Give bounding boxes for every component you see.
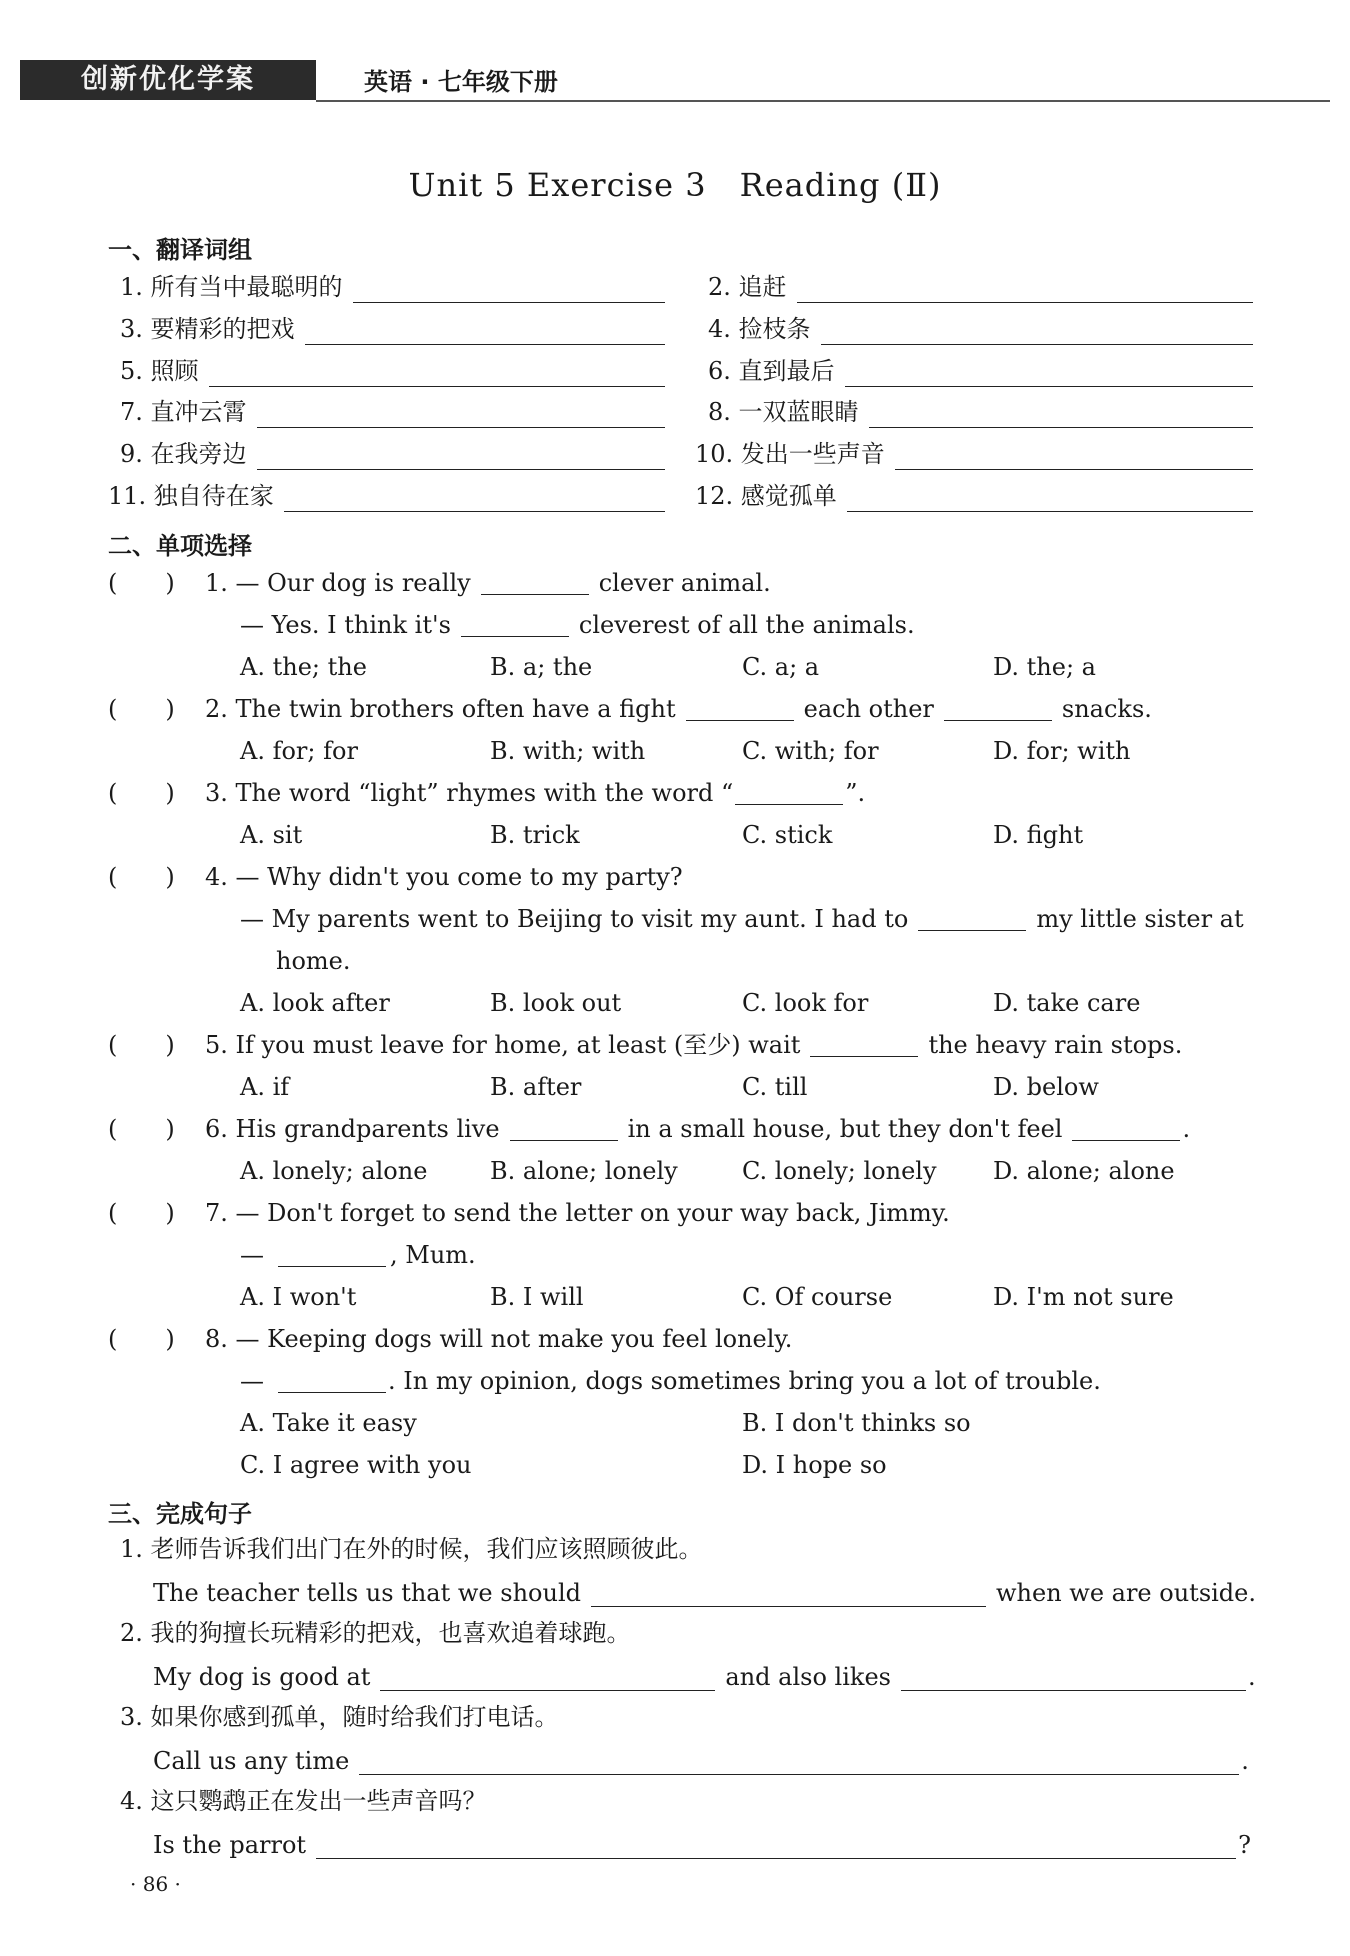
answer-parentheses[interactable]: ( ) bbox=[108, 1325, 175, 1353]
option-c[interactable]: C. Of course bbox=[742, 1283, 893, 1311]
option-c[interactable]: C. I agree with you bbox=[240, 1451, 472, 1479]
translate-item: 9. 在我旁边 bbox=[120, 438, 665, 470]
option-c[interactable]: C. lonely; lonely bbox=[742, 1157, 937, 1185]
question-4: 4. — Why didn't you come to my party? bbox=[205, 863, 683, 891]
option-b[interactable]: B. a; the bbox=[490, 653, 593, 681]
translate-item: 1. 所有当中最聪明的 bbox=[120, 271, 665, 303]
translate-item: 3. 要精彩的把戏 bbox=[120, 313, 665, 345]
option-b[interactable]: B. I don't thinks so bbox=[742, 1409, 971, 1437]
sentence-2-chinese: 2. 我的狗擅长玩精彩的把戏，也喜欢追着球跑。 bbox=[120, 1619, 631, 1647]
translate-item: 2. 追赶 bbox=[708, 271, 1253, 303]
answer-parentheses[interactable]: ( ) bbox=[108, 1031, 175, 1059]
question-8-reply: — . In my opinion, dogs sometimes bring you a lot of trouble. bbox=[240, 1367, 1101, 1395]
answer-line[interactable] bbox=[797, 276, 1253, 303]
option-c[interactable]: C. with; for bbox=[742, 737, 879, 765]
section-2-heading: 二、单项选择 bbox=[108, 532, 252, 560]
book-title: 英语 · 七年级下册 bbox=[364, 68, 558, 96]
sentence-1-english: The teacher tells us that we should when we are outside. bbox=[153, 1579, 1256, 1607]
option-a[interactable]: A. I won't bbox=[240, 1283, 357, 1311]
answer-parentheses[interactable]: ( ) bbox=[108, 863, 175, 891]
blank[interactable] bbox=[278, 1368, 386, 1393]
sentence-3-chinese: 3. 如果你感到孤单，随时给我们打电话。 bbox=[120, 1703, 559, 1731]
answer-line[interactable] bbox=[209, 360, 665, 387]
blank[interactable] bbox=[944, 696, 1052, 721]
blank[interactable] bbox=[481, 570, 589, 595]
sentence-3-english: Call us any time . bbox=[153, 1747, 1249, 1775]
option-d[interactable]: D. below bbox=[993, 1073, 1099, 1101]
option-d[interactable]: D. I hope so bbox=[742, 1451, 887, 1479]
translate-item: 8. 一双蓝眼睛 bbox=[708, 396, 1253, 428]
answer-line[interactable] bbox=[284, 485, 665, 512]
option-c[interactable]: C. a; a bbox=[742, 653, 820, 681]
option-d[interactable]: D. alone; alone bbox=[993, 1157, 1175, 1185]
option-b[interactable]: B. with; with bbox=[490, 737, 646, 765]
answer-line[interactable] bbox=[257, 443, 665, 470]
question-2: 2. The twin brothers often have a fight each other snacks. bbox=[205, 695, 1152, 723]
option-c[interactable]: C. till bbox=[742, 1073, 808, 1101]
header-divider bbox=[316, 100, 1330, 102]
option-d[interactable]: D. I'm not sure bbox=[993, 1283, 1174, 1311]
answer-line[interactable] bbox=[845, 360, 1253, 387]
blank[interactable] bbox=[510, 1116, 618, 1141]
option-c[interactable]: C. look for bbox=[742, 989, 869, 1017]
answer-line[interactable] bbox=[305, 318, 665, 345]
answer-parentheses[interactable]: ( ) bbox=[108, 1115, 175, 1143]
page-header bbox=[20, 60, 1330, 104]
brand-logo: 创新优化学案 bbox=[20, 60, 316, 100]
translate-item: 5. 照顾 bbox=[120, 355, 665, 387]
answer-line[interactable] bbox=[821, 318, 1253, 345]
answer-parentheses[interactable]: ( ) bbox=[108, 779, 175, 807]
question-6: 6. His grandparents live in a small house, but they don't feel . bbox=[205, 1115, 1191, 1143]
option-a[interactable]: A. for; for bbox=[240, 737, 358, 765]
sentence-1-chinese: 1. 老师告诉我们出门在外的时候，我们应该照顾彼此。 bbox=[120, 1535, 703, 1563]
blank[interactable] bbox=[810, 1032, 918, 1057]
blank[interactable] bbox=[1072, 1116, 1180, 1141]
option-b[interactable]: B. after bbox=[490, 1073, 582, 1101]
translate-item: 4. 捡枝条 bbox=[708, 313, 1253, 345]
page-number: · 86 · bbox=[130, 1872, 181, 1896]
option-d[interactable]: D. take care bbox=[993, 989, 1141, 1017]
question-4-reply-cont: home. bbox=[276, 947, 351, 975]
option-d[interactable]: D. for; with bbox=[993, 737, 1131, 765]
question-7: 7. — Don't forget to send the letter on your way back, Jimmy. bbox=[205, 1199, 950, 1227]
answer-line[interactable] bbox=[359, 1748, 1239, 1775]
translate-item: 6. 直到最后 bbox=[708, 355, 1253, 387]
translate-item: 12. 感觉孤单 bbox=[695, 480, 1253, 512]
translate-item: 7. 直冲云霄 bbox=[120, 396, 665, 428]
answer-line[interactable] bbox=[257, 401, 665, 428]
answer-parentheses[interactable]: ( ) bbox=[108, 695, 175, 723]
question-1-reply: — Yes. I think it's cleverest of all the animals. bbox=[240, 611, 915, 639]
option-a[interactable]: A. lonely; alone bbox=[240, 1157, 428, 1185]
blank[interactable] bbox=[461, 612, 569, 637]
option-b[interactable]: B. trick bbox=[490, 821, 580, 849]
option-b[interactable]: B. alone; lonely bbox=[490, 1157, 678, 1185]
blank[interactable] bbox=[735, 780, 843, 805]
question-1: 1. — Our dog is really clever animal. bbox=[205, 569, 771, 597]
option-b[interactable]: B. I will bbox=[490, 1283, 584, 1311]
option-a[interactable]: A. if bbox=[240, 1073, 290, 1101]
sentence-4-chinese: 4. 这只鹦鹉正在发出一些声音吗？ bbox=[120, 1787, 487, 1815]
sentence-2-english: My dog is good at and also likes . bbox=[153, 1663, 1256, 1691]
exercise-title: Unit 5 Exercise 3 Reading (Ⅱ) bbox=[408, 166, 942, 204]
option-d[interactable]: D. the; a bbox=[993, 653, 1096, 681]
question-7-reply: — , Mum. bbox=[240, 1241, 476, 1269]
option-c[interactable]: C. stick bbox=[742, 821, 833, 849]
question-4-reply: — My parents went to Beijing to visit my aunt. I had to my little sister at bbox=[240, 905, 1244, 933]
option-a[interactable]: A. Take it easy bbox=[240, 1409, 417, 1437]
translate-item: 11. 独自待在家 bbox=[108, 480, 665, 512]
answer-parentheses[interactable]: ( ) bbox=[108, 569, 175, 597]
answer-line[interactable] bbox=[869, 401, 1253, 428]
answer-line[interactable] bbox=[316, 1832, 1236, 1859]
answer-line[interactable] bbox=[895, 443, 1253, 470]
section-1-heading: 一、翻译词组 bbox=[108, 236, 252, 264]
option-a[interactable]: A. the; the bbox=[240, 653, 367, 681]
section-3-heading: 三、完成句子 bbox=[108, 1500, 252, 1528]
sentence-4-english: Is the parrot ? bbox=[153, 1831, 1251, 1859]
blank[interactable] bbox=[918, 906, 1026, 931]
answer-line[interactable] bbox=[380, 1664, 715, 1691]
blank[interactable] bbox=[686, 696, 794, 721]
option-d[interactable]: D. fight bbox=[993, 821, 1084, 849]
option-b[interactable]: B. look out bbox=[490, 989, 622, 1017]
answer-line[interactable] bbox=[353, 276, 665, 303]
answer-parentheses[interactable]: ( ) bbox=[108, 1199, 175, 1227]
answer-line[interactable] bbox=[901, 1664, 1246, 1691]
answer-line[interactable] bbox=[847, 485, 1253, 512]
option-a[interactable]: A. sit bbox=[240, 821, 303, 849]
question-3: 3. The word “light” rhymes with the word “ ”. bbox=[205, 779, 866, 807]
option-a[interactable]: A. look after bbox=[240, 989, 390, 1017]
question-8: 8. — Keeping dogs will not make you feel lonely. bbox=[205, 1325, 793, 1353]
answer-line[interactable] bbox=[591, 1580, 986, 1607]
translate-item: 10. 发出一些声音 bbox=[695, 438, 1253, 470]
blank[interactable] bbox=[278, 1242, 386, 1267]
question-5: 5. If you must leave for home, at least (至少) wait the heavy rain stops. bbox=[205, 1031, 1183, 1059]
